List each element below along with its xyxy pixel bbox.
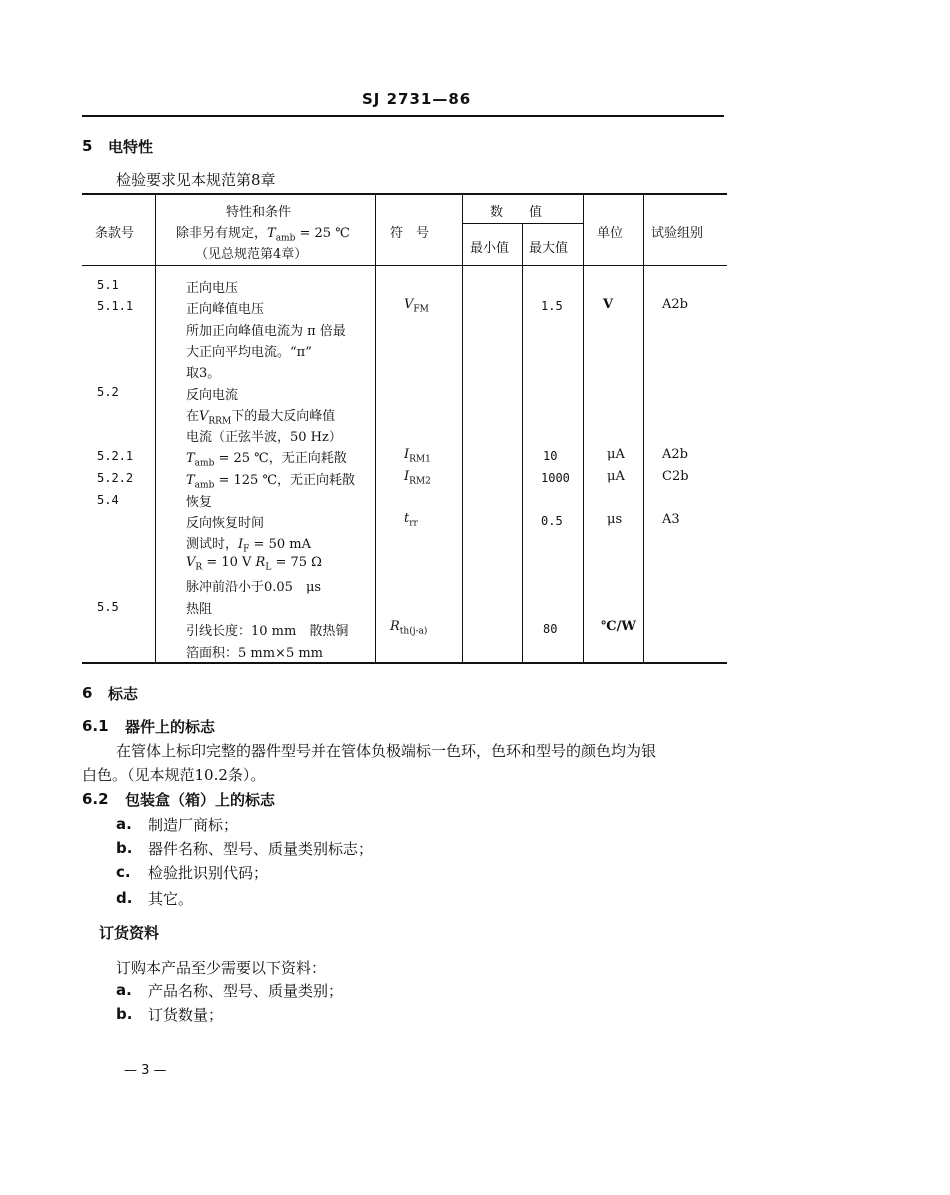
row-unit: μA [607,447,625,462]
sym-sub: RM1 [409,454,431,465]
sym: V [186,555,196,570]
list-item-b: 器件名称、型号、质量类别标志； [148,840,374,858]
row-clause: 5.2.1 [97,449,134,463]
sym: t [404,511,410,526]
sym-sub: RM2 [409,476,431,487]
t: = 75 Ω [271,555,322,570]
col-line-5 [583,195,584,662]
t: = 50 mA [249,537,311,552]
section-5-title: 电特性 [108,138,154,156]
row-clause: 5.1.1 [97,299,134,313]
col-line-3 [462,195,463,662]
sym: R [390,619,400,634]
document-code: SJ 2731—86 [362,90,472,108]
header-group: 试验组别 [651,226,704,241]
table-header-rule [82,265,727,266]
order-item-b: 订货数量； [148,1006,224,1024]
row-cond: 脉冲前沿小于0.05 μs [186,580,322,595]
sym-sub: FM [413,304,429,315]
sym: V [199,409,209,424]
row-cond: 恢复 [186,495,213,510]
row-cond [186,447,347,469]
section-6-2-number: 6.2 [82,790,109,808]
sym-sub: amb [194,480,215,491]
row-max: 0.5 [541,514,563,528]
row-clause: 5.2 [97,385,119,399]
ordering-info-intro: 订购本产品至少需要以下资料： [116,959,327,977]
row-cond: 大正向平均电流。“π” [186,345,312,360]
section-6-1-title: 器件上的标志 [125,718,216,736]
list-item-c: 检验批识别代码； [148,864,269,882]
order-item-a: 产品名称、型号、质量类别； [148,982,344,1000]
sym: I [238,537,244,552]
section-6-1-text: 在管体上标印完整的器件型号并在管体负极端标一色环，色环和型号的颜色均为银 [116,742,657,760]
row-symbol [404,511,418,529]
section-6-title: 标志 [108,685,139,703]
row-group: A2b [662,447,688,462]
sym-sub: th(j-a) [399,626,428,637]
section-6-1-number: 6.1 [82,717,109,735]
row-group: A2b [662,297,688,312]
header-unit: 单位 [597,226,624,241]
section-6-2-title: 包装盒（箱）上的标志 [125,791,276,809]
t: 下的最大反向峰值 [231,409,336,424]
row-cond: 反向电流 [186,388,239,403]
row-cond: 所加正向峰值电流为 π 倍最 [186,324,346,339]
section-5-intro: 检验要求见本规范第8章 [116,171,276,189]
header-rule [82,115,724,117]
header-cond-line1: 特性和条件 [226,205,292,220]
row-cond: 箔面积：5 mm×5 mm [186,646,324,661]
header-symbol: 符 号 [390,226,430,241]
header-cond-pre: 除非另有规定， [176,226,268,241]
header-min: 最小值 [470,241,510,256]
list-label-c: c. [116,863,131,881]
t: = 10 V [202,555,256,570]
row-unit: μA [607,469,625,484]
row-clause: 5.2.2 [97,471,134,485]
row-cond: 反向恢复时间 [186,516,265,531]
ordering-info-title: 订货资料 [99,924,160,942]
sym-sub: rr [409,518,418,529]
col-line-1 [155,195,156,662]
t: 在 [186,409,200,424]
sym-sub: L [265,562,272,573]
sym: R [255,555,266,570]
header-cond-sym: T [267,226,276,241]
row-clause: 5.5 [97,600,119,614]
row-cond [186,533,311,555]
page-number: — 3 — [124,1063,167,1078]
list-item-d: 其它。 [148,890,194,908]
row-group: A3 [662,512,680,527]
order-label-b: b. [116,1005,133,1023]
row-max: 1.5 [541,299,563,313]
header-cond-sub: amb [275,233,296,244]
t: = 125 ℃，无正向耗散 [214,473,355,488]
header-clause: 条款号 [95,226,135,241]
sym-sub: F [243,544,250,555]
sym-sub: R [195,562,203,573]
header-cond-post: = 25 ℃ [295,226,350,241]
row-symbol [404,469,431,487]
row-cond [186,555,322,573]
row-symbol [390,619,427,637]
sym: T [186,473,195,488]
section-5-number: 5 [82,137,93,155]
header-max: 最大值 [529,241,569,256]
row-max: 10 [543,449,558,463]
row-group: C2b [662,469,689,484]
section-6-number: 6 [82,684,93,702]
list-label-a: a. [116,815,132,833]
t: 测试时， [186,537,239,552]
sym: V [404,297,414,312]
row-cond: 正向电压 [186,281,239,296]
list-label-d: d. [116,889,133,907]
col-line-2 [375,195,376,662]
row-cond: 电流（正弦半波，50 Hz） [186,430,342,445]
order-label-a: a. [116,981,132,999]
header-cond-line2 [176,222,350,244]
table-bottom-rule [82,662,727,664]
row-clause: 5.1 [97,278,119,292]
row-symbol [404,297,429,315]
row-cond: 正向峰值电压 [186,302,265,317]
row-cond [186,469,355,491]
table-top-rule [82,193,727,195]
row-clause: 5.4 [97,493,119,507]
sym-sub: amb [194,458,215,469]
row-cond [186,405,335,427]
row-cond: 取3。 [186,366,221,381]
list-label-b: b. [116,839,133,857]
row-max: 1000 [541,471,570,485]
col-line-4 [522,224,523,662]
header-cond-line3: （见总规范第4章） [195,247,308,262]
row-cond: 热阻 [186,602,213,617]
list-item-a: 制造厂商标； [148,816,239,834]
row-unit: ℃/W [601,619,636,634]
section-6-1-text-cont: 白色。（见本规范10.2条）。 [82,766,266,784]
sym: T [186,451,195,466]
t: = 25 ℃，无正向耗散 [214,451,347,466]
row-max: 80 [543,622,558,636]
sym-sub: RRM [208,416,232,427]
row-symbol [404,447,431,465]
header-value: 数 值 [490,205,543,220]
sym: I [404,447,410,462]
row-unit: μs [607,512,623,527]
sym: I [404,469,410,484]
row-cond: 引线长度：10 mm 散热铜 [186,624,349,639]
col-line-6 [643,195,644,662]
row-unit: V [603,297,614,312]
